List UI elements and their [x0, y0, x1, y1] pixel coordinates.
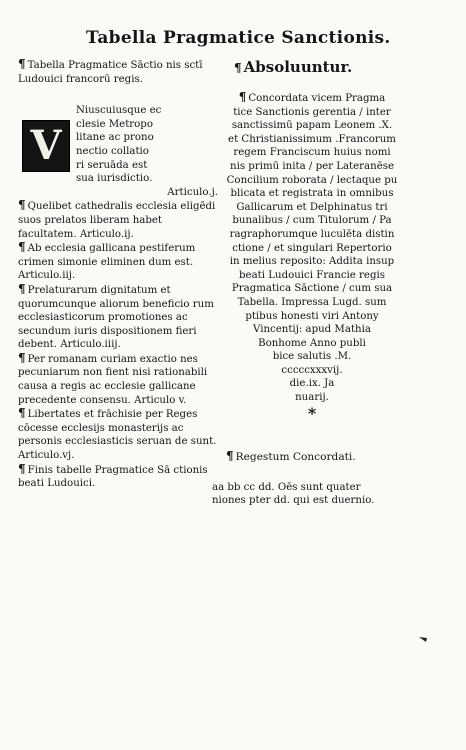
- ornamental-dropcap: V: [22, 120, 70, 172]
- colophon-line: Pragmatica Sāctione / cum sua: [231, 283, 393, 295]
- table-heading: ¶ Tabella Pragmatice Sāctio nis sctī Ludouici francorū regis.: [18, 57, 203, 85]
- intro-line: litane ac prono: [76, 132, 154, 144]
- paragraph-mark-icon: ¶: [18, 198, 26, 213]
- intro-line: nectio collatio: [76, 145, 149, 157]
- colophon-line: nuarij.: [295, 392, 329, 404]
- register-line: niones pter dd. qui est duernio.: [212, 495, 375, 507]
- colophon-block: [212, 90, 412, 423]
- intro-line: ri seruāda est: [76, 159, 148, 171]
- colophon-line: Gallicarum et Delphinatus tri: [236, 201, 388, 213]
- table-end-note: ¶ Finis tabelle Pragmatice Sā ctionis beati Ludouici.: [18, 461, 208, 490]
- colophon-line: sanctissimū papam Leonem .X.: [231, 120, 393, 132]
- intro-line: Niuscuiusque ec: [76, 105, 162, 117]
- colophon-line: die.ix. Ja: [289, 378, 335, 390]
- article-2: ¶ Ab ecclesia gallicana pestiferum crimen simonie eliminen dum est. Articulo.iij.: [18, 240, 196, 282]
- article-ref: Articulo.iij.: [18, 270, 76, 282]
- left-column: [18, 58, 218, 491]
- colophon-line: cccccxxxvij.: [281, 364, 343, 376]
- right-column: [212, 58, 412, 508]
- article-ref: Articulo.vj.: [18, 450, 75, 462]
- register-heading: ¶ Regestum Concordati.: [226, 449, 356, 464]
- intro-line: clesie Metropo: [76, 118, 153, 130]
- colophon-line: et Christianissimum .Francorum: [228, 133, 396, 145]
- colophon-line: ¶ Concordata vicem Pragma: [238, 90, 386, 104]
- colophon-line: blicata et registrata in omnibus: [230, 188, 394, 200]
- paragraph-mark-icon: ¶: [18, 461, 26, 476]
- colophon-line: Tabella. Impressa Lugd. sum: [237, 296, 387, 308]
- paragraph-mark-icon: ¶: [18, 281, 26, 296]
- register-line: aa bb cc dd. Oēs sunt quater: [212, 481, 361, 493]
- colophon-line: Concilium roborata / lectaque pu: [226, 174, 398, 186]
- colophon-line: in melius reposito: Addita insup: [229, 256, 395, 268]
- colophon-line: regem Franciscum huius nomi: [233, 147, 391, 159]
- intro-line: sua iurisdictio.: [76, 173, 153, 185]
- colophon-line: Bonhome Anno publi: [258, 337, 366, 349]
- paragraph-mark-icon: ¶: [226, 449, 234, 464]
- colophon-line: tice Sanctionis gerentia / inter: [233, 106, 391, 118]
- article-3: ¶ Prelaturarum dignitatum et quorumcunque aliorum beneficio rum ecclesiasticorum promotiones ac secundum iuris dispositionem fieri debent. Articulo.iiij.: [18, 281, 214, 351]
- article-ref: Articulo v.: [134, 394, 187, 406]
- asterisk-ornament: *: [307, 403, 317, 423]
- colophon-line: nis primū inita / per Lateranēse: [230, 160, 394, 172]
- colophon-line: bunalibus / cum Titulorum / Pa: [232, 215, 392, 227]
- colophon-line: bice salutis .M.: [272, 351, 352, 363]
- paragraph-mark-icon: ¶: [238, 90, 247, 104]
- colophon-line: ragraphorumque luculēta distin: [229, 228, 395, 240]
- article-1: ¶ Quelibet cathedralis ecclesia eligēdi suos prelatos liberam habet facultatem. Articulo.ij.: [18, 198, 216, 240]
- section-heading: ¶ Absoluuntur.: [234, 58, 353, 76]
- page-title: Tabella Pragmatice Sanctionis.: [86, 28, 391, 48]
- ink-mark-icon: [418, 635, 428, 643]
- colophon-line: Vincentij: apud Mathia: [253, 324, 371, 336]
- article-ref: Articulo.ij.: [79, 228, 134, 240]
- article-ref: Articulo.iiij.: [60, 339, 121, 351]
- article-4: ¶ Per romanam curiam exactio nes pecuniarum non fient nisi rationabili causa a regis ac ecclesie gallicane precedente consensu. Articulo v.: [18, 350, 208, 406]
- paragraph-mark-icon: ¶: [18, 57, 26, 71]
- paragraph-mark-icon: ¶: [234, 61, 242, 75]
- colophon-line: ctione / et singulari Repertorio: [232, 242, 392, 254]
- colophon-line: ptibus honesti viri Antony: [245, 310, 379, 322]
- paragraph-mark-icon: ¶: [18, 350, 26, 365]
- article-5: ¶ Libertates et frāchisie per Reges cōcesse ecclesijs monasterijs ac personis ecclesiasticis seruan de sunt. Articulo.vj.: [18, 406, 217, 462]
- colophon-line: beati Ludouici Francie regis: [239, 269, 385, 281]
- paragraph-mark-icon: ¶: [18, 406, 26, 421]
- paragraph-mark-icon: ¶: [18, 240, 26, 255]
- article-ref: Articulo.j.: [167, 186, 218, 198]
